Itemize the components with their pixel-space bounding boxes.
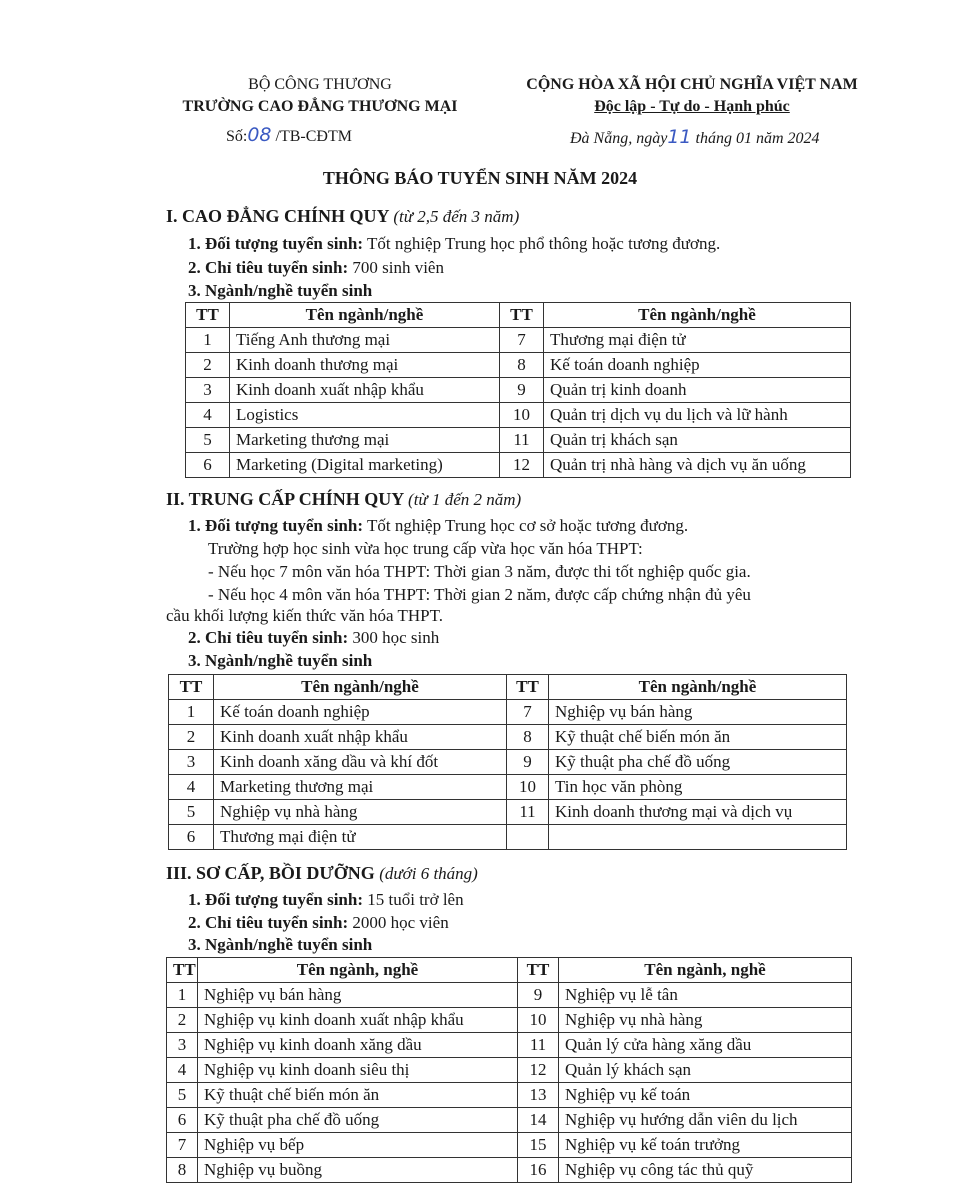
cell-major-name: Tin học văn phòng [549, 775, 847, 800]
cell-major-name: Nghiệp vụ công tác thủ quỹ [559, 1158, 852, 1183]
cell-major-name: Nghiệp vụ kinh doanh siêu thị [198, 1058, 518, 1083]
cell-index: 8 [500, 353, 544, 378]
table-row [167, 1008, 852, 1033]
cell-index: 5 [186, 428, 230, 453]
table-header-row [169, 675, 847, 700]
document-number-suffix: /TB-CĐTM [271, 128, 352, 145]
nation-name: CỘNG HÒA XÃ HỘI CHỦ NGHĨA VIỆT NAM [526, 76, 858, 93]
section-1-target [188, 234, 720, 254]
table-row [186, 328, 851, 353]
section-2-quota [188, 628, 439, 648]
table-row [167, 1133, 852, 1158]
header-index: TT [507, 675, 549, 700]
cell-major-name: Logistics [230, 403, 500, 428]
cell-index: 4 [186, 403, 230, 428]
ministry-name: BỘ CÔNG THƯƠNG [248, 76, 392, 93]
cell-index: 6 [167, 1108, 198, 1133]
header-name: Tên ngành/nghề [230, 303, 500, 328]
cell-index: 9 [518, 983, 559, 1008]
cell-index: 3 [186, 378, 230, 403]
cell-index: 10 [507, 775, 549, 800]
cell-index: 10 [518, 1008, 559, 1033]
header-name: Tên ngành/nghề [544, 303, 851, 328]
cell-index: 16 [518, 1158, 559, 1183]
school-name: TRƯỜNG CAO ĐẲNG THƯƠNG MẠI [182, 98, 458, 115]
section-2-target [188, 516, 688, 536]
table-row [167, 1033, 852, 1058]
cell-index: 5 [169, 800, 214, 825]
cell-index: 11 [518, 1033, 559, 1058]
cell-major-name: Tiếng Anh thương mại [230, 328, 500, 353]
table-row [186, 428, 851, 453]
cell-major-name: Nghiệp vụ kinh doanh xăng dầu [198, 1033, 518, 1058]
section-3-target-label: 1. Đối tượng tuyển sinh: [188, 890, 364, 909]
cell-index: 3 [167, 1033, 198, 1058]
header-name: Tên ngành/nghề [549, 675, 847, 700]
cell-index: 15 [518, 1133, 559, 1158]
cell-index: 8 [167, 1158, 198, 1183]
cell-index: 9 [500, 378, 544, 403]
section-2-heading [166, 489, 521, 510]
section-2-quota-value: 300 học sinh [348, 628, 440, 647]
section-1-quota [188, 258, 444, 278]
cell-major-name: Quản lý cửa hàng xăng dầu [559, 1033, 852, 1058]
header-name: Tên ngành, nghề [198, 958, 518, 983]
table-row [186, 453, 851, 478]
cell-major-name: Quản trị dịch vụ du lịch và lữ hành [544, 403, 851, 428]
cell-major-name: Kinh doanh xuất nhập khẩu [214, 725, 507, 750]
table-row [169, 800, 847, 825]
section-3-target-value: 15 tuổi trở lên [363, 890, 464, 909]
section-1-duration: (từ 2,5 đến 3 năm) [393, 207, 520, 226]
header-index: TT [186, 303, 230, 328]
cell-major-name: Kế toán doanh nghiệp [544, 353, 851, 378]
section-1-quota-value: 700 sinh viên [348, 258, 444, 277]
cell-major-name: Quản trị nhà hàng và dịch vụ ăn uống [544, 453, 851, 478]
cell-major-name: Nghiệp vụ buồng [198, 1158, 518, 1183]
handwritten-number: 08 [247, 124, 272, 146]
cell-major-name: Kỹ thuật pha chế đồ uống [549, 750, 847, 775]
section-2-duration: (từ 1 đến 2 năm) [408, 490, 522, 509]
section-2-majors-label: 3. Ngành/nghề tuyển sinh [188, 651, 373, 670]
table-header-row [186, 303, 851, 328]
cell-major-name: Nghiệp vụ nhà hàng [214, 800, 507, 825]
section-1-title: I. CAO ĐẲNG CHÍNH QUY [166, 206, 389, 226]
cell-major-name: Marketing (Digital marketing) [230, 453, 500, 478]
cell-index: 1 [167, 983, 198, 1008]
cell-major-name: Thương mại điện tử [544, 328, 851, 353]
cell-index: 5 [167, 1083, 198, 1108]
cell-index: 11 [507, 800, 549, 825]
cell-index: 14 [518, 1108, 559, 1133]
document-number [226, 124, 352, 146]
table-row [167, 1058, 852, 1083]
section-3-quota [188, 913, 449, 933]
cell-major-name: Kinh doanh thương mại và dịch vụ [549, 800, 847, 825]
cell-index: 6 [186, 453, 230, 478]
cell-index: 1 [169, 700, 214, 725]
section-1-majors-label: 3. Ngành/nghề tuyển sinh [188, 281, 373, 300]
section-1-target-label: 1. Đối tượng tuyển sinh: [188, 234, 364, 253]
cell-major-name: Nghiệp vụ kế toán [559, 1083, 852, 1108]
cell-major-name: Nghiệp vụ kinh doanh xuất nhập khẩu [198, 1008, 518, 1033]
cell-major-name: Nghiệp vụ bán hàng [198, 983, 518, 1008]
section-3-title: III. SƠ CẤP, BỒI DƯỠNG [166, 863, 375, 883]
section-3-heading [166, 863, 478, 884]
cell-index: 2 [186, 353, 230, 378]
cell-index: 7 [167, 1133, 198, 1158]
cell-major-name: Quản lý khách sạn [559, 1058, 852, 1083]
national-heading [492, 74, 892, 118]
table-row [167, 1083, 852, 1108]
table-row [169, 775, 847, 800]
section-2-target-label: 1. Đối tượng tuyển sinh: [188, 516, 364, 535]
table-header-row [167, 958, 852, 983]
header-index: TT [169, 675, 214, 700]
cell-index: 4 [167, 1058, 198, 1083]
header-name: Tên ngành, nghề [559, 958, 852, 983]
cell-index: 10 [500, 403, 544, 428]
document-date [570, 126, 820, 148]
table-row [169, 825, 847, 850]
cell-index: 13 [518, 1083, 559, 1108]
cell-index: 1 [186, 328, 230, 353]
cell-major-name: Kỹ thuật chế biến món ăn [549, 725, 847, 750]
cell-major-name: Nghiệp vụ kế toán trưởng [559, 1133, 852, 1158]
cell-index: 11 [500, 428, 544, 453]
section-3-quota-value: 2000 học viên [348, 913, 449, 932]
section-1-majors-table [185, 302, 851, 478]
cell-major-name: Nghiệp vụ bếp [198, 1133, 518, 1158]
document-number-prefix: Số: [226, 128, 248, 145]
cell-major-name: Nghiệp vụ lễ tân [559, 983, 852, 1008]
date-prefix: Đà Nẵng, ngày [570, 130, 668, 147]
table-row [169, 725, 847, 750]
cell-index: 2 [169, 725, 214, 750]
cell-index: 9 [507, 750, 549, 775]
section-2-case-7: - Nếu học 7 môn văn hóa THPT: Thời gian 3 năm, được thi tốt nghiệp quốc gia. [208, 562, 751, 581]
section-2-case-line: Trường hợp học sinh vừa học trung cấp vừa học văn hóa THPT: [208, 539, 643, 558]
section-2-majors-table [168, 674, 847, 850]
section-2-quota-label: 2. Chỉ tiêu tuyển sinh: [188, 628, 349, 647]
cell-index: 7 [500, 328, 544, 353]
cell-major-name: Kinh doanh xuất nhập khẩu [230, 378, 500, 403]
date-suffix: tháng 01 năm 2024 [691, 130, 820, 147]
cell-major-name: Quản trị khách sạn [544, 428, 851, 453]
header-name: Tên ngành/nghề [214, 675, 507, 700]
issuer-block [150, 74, 490, 118]
national-motto: Độc lập - Tự do - Hạnh phúc [594, 98, 790, 115]
cell-index: 4 [169, 775, 214, 800]
cell-index: 8 [507, 725, 549, 750]
section-2-case-4b: cầu khối lượng kiến thức văn hóa THPT. [166, 606, 444, 625]
cell-index: 12 [500, 453, 544, 478]
cell-major-name: Kỹ thuật pha chế đồ uống [198, 1108, 518, 1133]
table-row [167, 1108, 852, 1133]
cell-index [507, 825, 549, 850]
cell-major-name: Thương mại điện tử [214, 825, 507, 850]
section-1-target-value: Tốt nghiệp Trung học phổ thông hoặc tương đương. [363, 234, 721, 253]
header-index: TT [500, 303, 544, 328]
table-row [167, 983, 852, 1008]
table-row [169, 750, 847, 775]
section-3-majors-table [166, 957, 852, 1183]
document-title: THÔNG BÁO TUYỂN SINH NĂM 2024 [322, 168, 638, 188]
cell-major-name: Kinh doanh thương mại [230, 353, 500, 378]
table-row [167, 1158, 852, 1183]
cell-major-name: Nghiệp vụ bán hàng [549, 700, 847, 725]
section-2-title: II. TRUNG CẤP CHÍNH QUY [166, 489, 404, 509]
cell-major-name [549, 825, 847, 850]
section-2-target-value: Tốt nghiệp Trung học cơ sở hoặc tương đương. [363, 516, 689, 535]
table-row [169, 700, 847, 725]
cell-major-name: Nghiệp vụ nhà hàng [559, 1008, 852, 1033]
cell-index: 3 [169, 750, 214, 775]
cell-index: 6 [169, 825, 214, 850]
section-3-target [188, 890, 464, 910]
section-3-duration: (dưới 6 tháng) [379, 864, 478, 883]
cell-major-name: Kế toán doanh nghiệp [214, 700, 507, 725]
table-row [186, 378, 851, 403]
cell-major-name: Marketing thương mại [214, 775, 507, 800]
section-1-quota-label: 2. Chỉ tiêu tuyển sinh: [188, 258, 349, 277]
cell-major-name: Kỹ thuật chế biến món ăn [198, 1083, 518, 1108]
cell-major-name: Marketing thương mại [230, 428, 500, 453]
header-index: TT [167, 958, 198, 983]
cell-major-name: Nghiệp vụ hướng dẫn viên du lịch [559, 1108, 852, 1133]
section-1-heading [166, 206, 519, 227]
cell-major-name: Quản trị kinh doanh [544, 378, 851, 403]
header-index: TT [518, 958, 559, 983]
section-2-case-4a: - Nếu học 4 môn văn hóa THPT: Thời gian 2 năm, được cấp chứng nhận đủ yêu [208, 585, 751, 604]
cell-index: 7 [507, 700, 549, 725]
table-row [186, 353, 851, 378]
section-3-quota-label: 2. Chỉ tiêu tuyển sinh: [188, 913, 349, 932]
table-row [186, 403, 851, 428]
section-3-majors-label: 3. Ngành/nghề tuyển sinh [188, 935, 373, 954]
cell-index: 2 [167, 1008, 198, 1033]
cell-index: 12 [518, 1058, 559, 1083]
cell-major-name: Kinh doanh xăng dầu và khí đốt [214, 750, 507, 775]
handwritten-day: 11 [667, 126, 692, 148]
